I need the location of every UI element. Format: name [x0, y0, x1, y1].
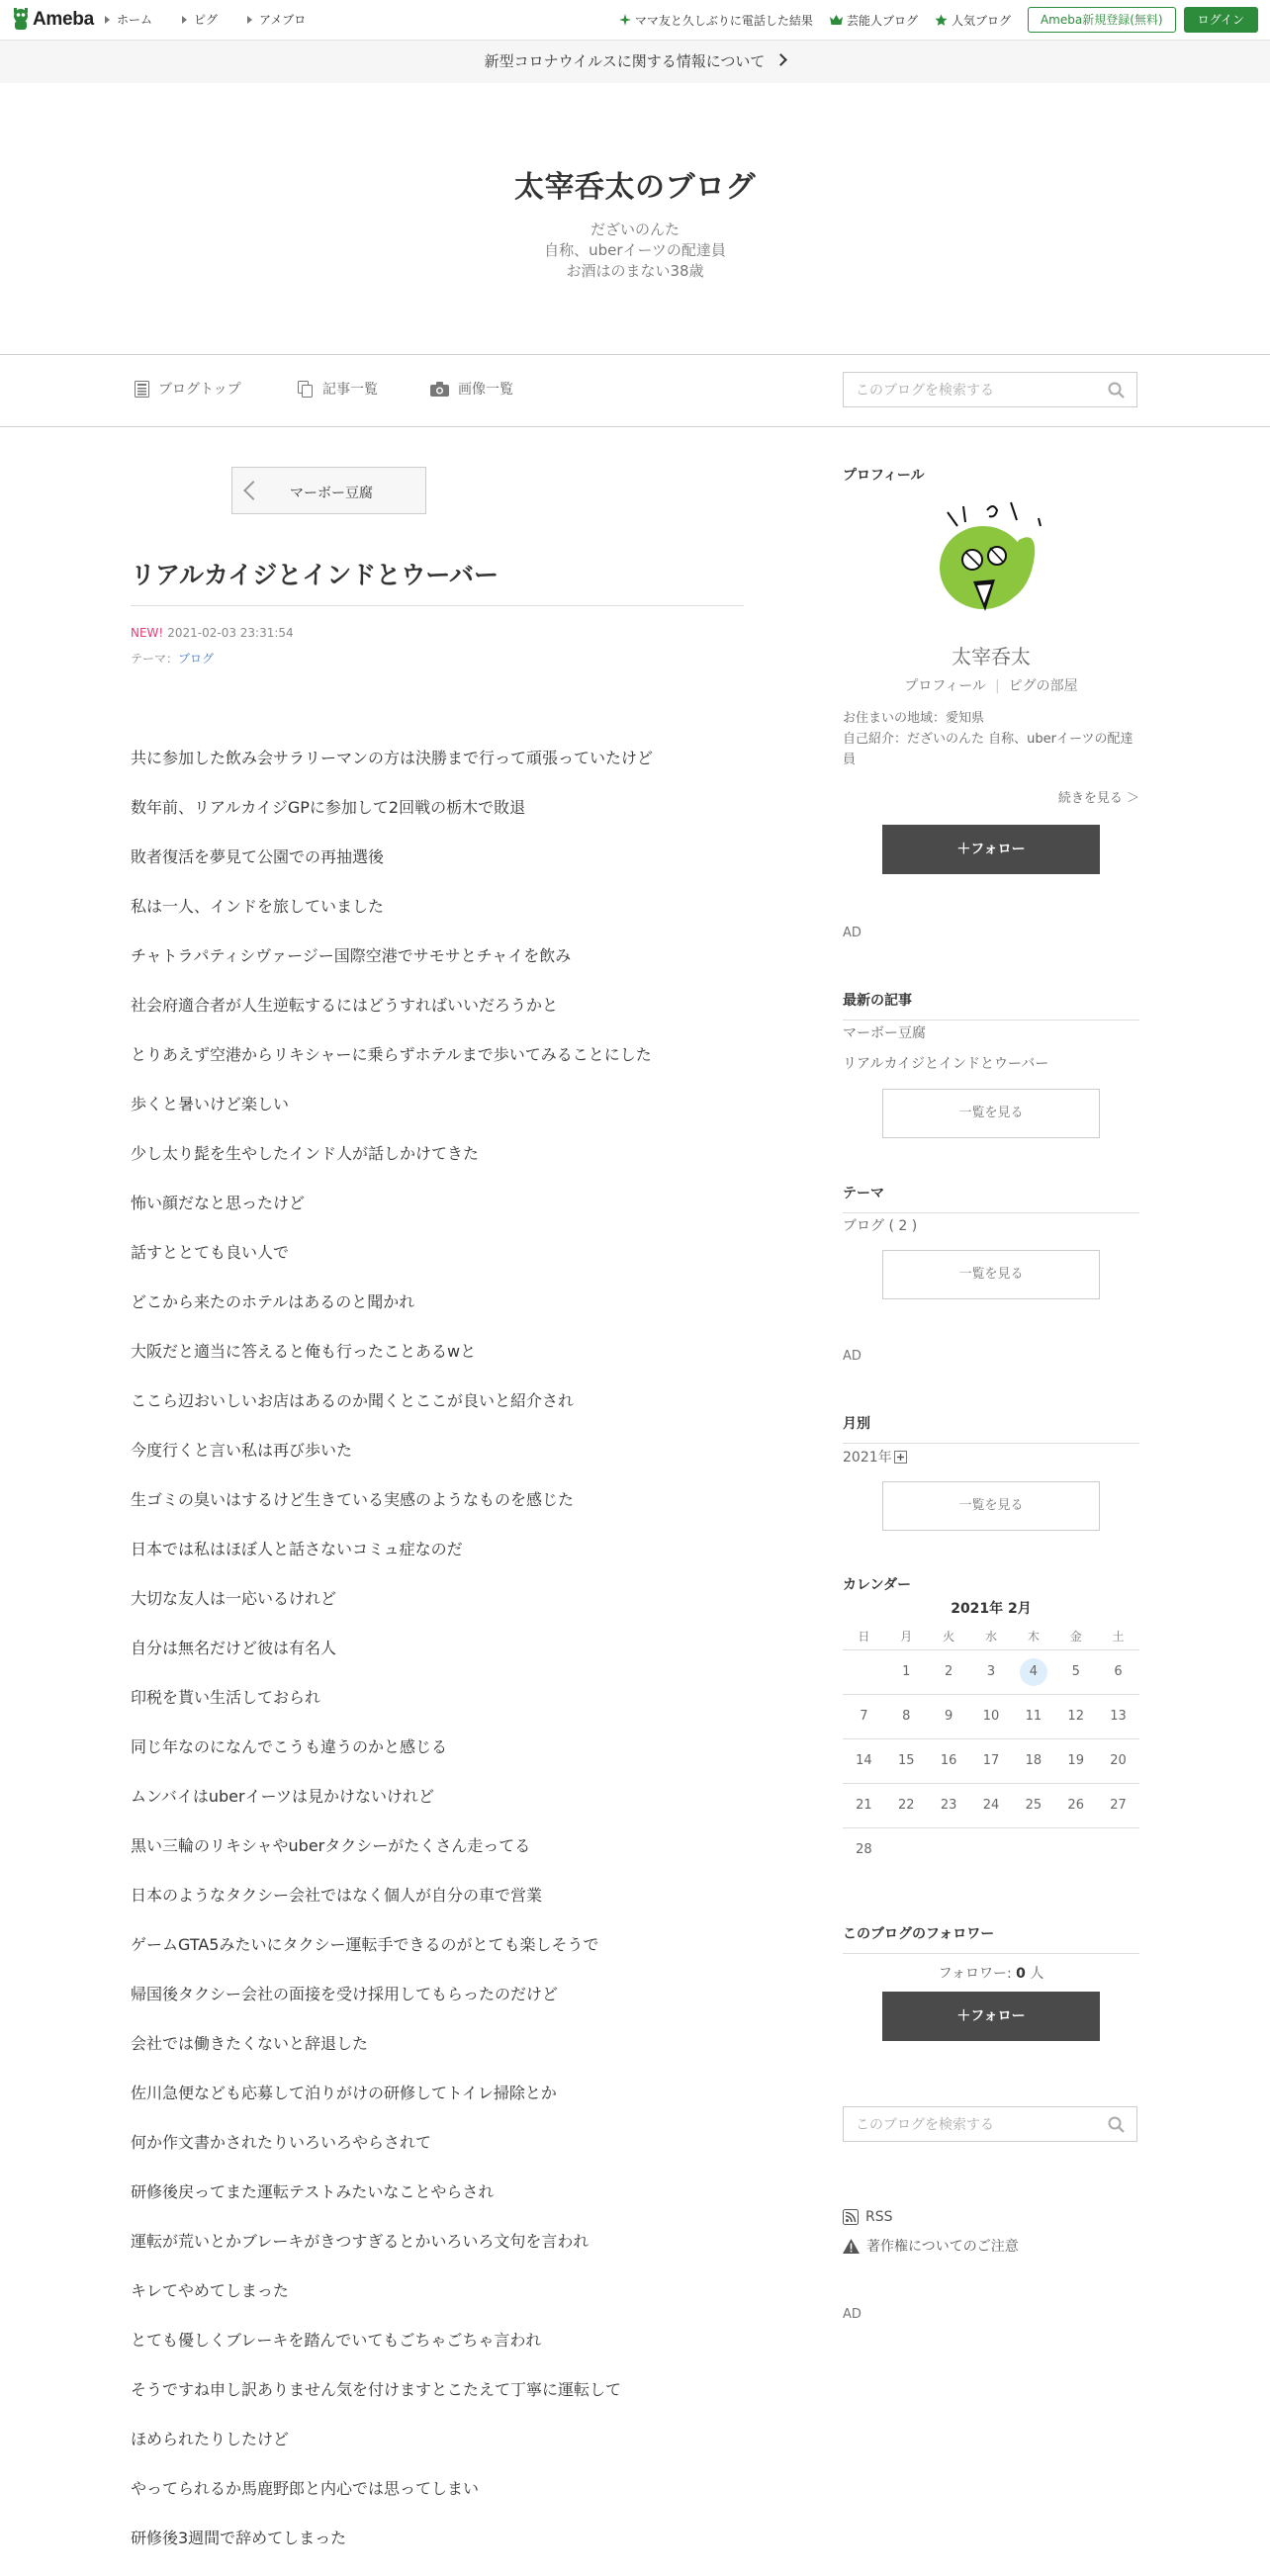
- calendar-weekday: 月: [900, 1630, 913, 1643]
- chevron-left-icon: [243, 481, 263, 500]
- article-paragraph: 日本のようなタクシー会社ではなく個人が自分の車で営業: [131, 1886, 543, 1905]
- blog-search-input[interactable]: [854, 382, 1095, 400]
- article-paragraph: 黒い三輪のリキシャやuberタクシーがたくさん走ってる: [131, 1836, 531, 1855]
- global-nav-label: ホーム: [117, 13, 153, 27]
- article-title[interactable]: リアルカイジとインドとウーバー: [131, 561, 499, 589]
- article-paragraph: ゲームGTA5みたいにタクシー運転手できるのがとても楽しそうで: [131, 1935, 599, 1954]
- ad-label: AD: [843, 926, 862, 940]
- article-paragraph: 歩くと暑いけど楽しい: [131, 1095, 290, 1113]
- calendar-day-highlighted[interactable]: [1012, 1664, 1054, 1686]
- document-icon: [135, 381, 149, 398]
- article-theme-link[interactable]: ブログ: [178, 652, 215, 666]
- ameba-logo-icon: [12, 7, 30, 33]
- login-button[interactable]: ログイン: [1184, 7, 1258, 33]
- blog-nav-label: 記事一覧: [322, 382, 378, 398]
- calendar-day: 3: [986, 1664, 996, 1679]
- calendar-weekday-row: [843, 1624, 1139, 1650]
- triangle-right-icon: [247, 16, 252, 24]
- global-nav-home[interactable]: [105, 11, 152, 28]
- article-paragraph: 佐川急便なども応募して泊りがけの研修してトイレ掃除とか: [131, 2084, 557, 2102]
- calendar-weekday: 火: [943, 1630, 955, 1643]
- article-paragraph: 数年前、リアルカイジGPに参加して2回戦の栃木で敗退: [131, 798, 526, 817]
- chevron-right-icon: [775, 53, 788, 66]
- avatar[interactable]: [928, 500, 1056, 629]
- recent-article-link[interactable]: リアルカイジとインドとウーバー: [843, 1056, 1049, 1072]
- calendar-weekday: 日: [858, 1630, 870, 1643]
- sparkle-icon: [619, 14, 631, 26]
- article-paragraph: 生ゴミの臭いはするけど生きている実感のようなものを感じた: [131, 1490, 575, 1509]
- covid-info-banner[interactable]: [0, 41, 1270, 83]
- profile-link[interactable]: プロフィール: [904, 678, 986, 694]
- blog-nav-articles[interactable]: [298, 379, 378, 399]
- article-paragraph: 研修後3週間で辞めてしまった: [131, 2529, 347, 2547]
- sidebar-search-input[interactable]: [854, 2116, 1095, 2134]
- followers-label: フォロワー:: [938, 1966, 1012, 1982]
- covid-info-label: 新型コロナウイルスに関する情報について: [484, 52, 766, 70]
- article-paragraph: 何か作文書かされたりいろいろやらされて: [131, 2133, 432, 2152]
- follow-button[interactable]: ＋フォロー: [882, 825, 1100, 874]
- article-paragraph: 私は一人、インドを旅していました: [131, 897, 385, 916]
- rss-label: RSS: [865, 2209, 893, 2225]
- global-nav-pigg[interactable]: [182, 11, 218, 28]
- article-paragraph: やってられるか馬鹿野郎と内心では思ってしまい: [131, 2479, 480, 2498]
- article-datetime: 2021-02-03 23:31:54: [167, 626, 294, 640]
- themes-widget: [843, 1183, 1139, 1301]
- article-paragraph: 大阪だと適当に答えると俺も行ったことあるwと: [131, 1342, 477, 1361]
- global-nav: [105, 11, 335, 28]
- article-paragraph: 日本では私はほぼ人と話さないコミュ症なのだ: [131, 1540, 463, 1558]
- ameba-logo[interactable]: [12, 7, 94, 33]
- followers-heading: このブログのフォロワー: [843, 1926, 995, 1942]
- calendar-day: 6: [1114, 1664, 1123, 1679]
- profile-name[interactable]: 太宰呑太: [952, 645, 1031, 668]
- followers-count: [843, 1963, 1139, 1983]
- blog-nav-top[interactable]: [135, 379, 241, 399]
- article-paragraph: 少し太り髭を生やしたインド人が話しかけてきた: [131, 1144, 480, 1163]
- calendar-day: 23: [940, 1798, 957, 1813]
- article-paragraph: ここら辺おいしいお店はあるのか聞くとここが良いと紹介され: [131, 1391, 575, 1410]
- copyright-notice-link[interactable]: [843, 2236, 1139, 2256]
- profile-intro: 自己紹介：だざいのんた 自称、uberイーツの配達員: [843, 732, 1134, 767]
- calendar-day: 15: [897, 1753, 915, 1768]
- profile-links: [843, 675, 1139, 695]
- calendar-day: 19: [1067, 1753, 1084, 1768]
- blog-nav-images[interactable]: [430, 379, 513, 399]
- article-paragraph: ムンバイはuberイーツは見かけないけれど: [131, 1787, 434, 1806]
- calendar-day: 25: [1025, 1798, 1043, 1813]
- divider: [843, 1212, 1139, 1213]
- theme-link[interactable]: ブログ ( 2 ): [843, 1218, 918, 1234]
- calendar-day: 26: [1067, 1798, 1084, 1813]
- followers-widget: [843, 1923, 1139, 2042]
- ad-label: AD: [843, 1349, 862, 1364]
- article-paragraph: 会社では働きたくないと辞退した: [131, 2034, 369, 2053]
- calendar-day: 21: [856, 1798, 872, 1813]
- follow-button[interactable]: ＋フォロー: [882, 1992, 1100, 2041]
- article-paragraph: 同じ年なのになんでこうも違うのかと感じる: [131, 1737, 448, 1756]
- calendar-week-row: [843, 1650, 1139, 1695]
- separator: |: [994, 678, 1000, 694]
- celebrity-blog-link[interactable]: [830, 12, 918, 29]
- calendar-weekday: 水: [984, 1630, 997, 1643]
- blog-description: [0, 220, 1270, 282]
- blog-title[interactable]: 太宰呑太のブログ: [514, 170, 756, 205]
- themes-more-button[interactable]: 一覧を見る: [882, 1250, 1100, 1299]
- ad-label: AD: [843, 2307, 862, 2322]
- calendar-day: 2: [944, 1664, 953, 1679]
- calendar-weekday: 金: [1069, 1630, 1082, 1643]
- profile-more-link[interactable]: 続きを見る ＞: [1057, 791, 1139, 806]
- blog-search: [843, 372, 1137, 407]
- calendar-day: 16: [940, 1753, 957, 1768]
- recent-articles-more-button[interactable]: 一覧を見る: [882, 1089, 1100, 1138]
- pigg-room-link[interactable]: ピグの部屋: [1008, 678, 1078, 694]
- blog-description-line: 自称、uberイーツの配達員: [544, 241, 726, 259]
- calendar-heading: カレンダー: [843, 1577, 912, 1593]
- blog-nav: [0, 354, 1270, 427]
- article-paragraph: 話すととても良い人で: [131, 1243, 290, 1262]
- triangle-right-icon: [105, 16, 110, 24]
- monthly-heading: 月別: [843, 1416, 870, 1432]
- rss-icon: [843, 2209, 859, 2225]
- article-paragraph: 自分は無名だけど彼は有名人: [131, 1639, 337, 1657]
- monthly-widget: [843, 1413, 1139, 1532]
- calendar-day: 1: [902, 1664, 911, 1679]
- calendar-day: 13: [1110, 1709, 1127, 1724]
- calendar-day: 9: [944, 1709, 953, 1724]
- themes-heading: テーマ: [843, 1186, 884, 1201]
- article-paragraph: 怖い顔だなと思ったけど: [131, 1194, 306, 1212]
- previous-article-button[interactable]: [231, 467, 426, 514]
- article-paragraph: 敗者復活を夢見て公園での再抽選後: [131, 847, 385, 866]
- global-nav-label: アメブロ: [259, 13, 307, 27]
- trending-topic-label: ママ友と久しぶりに電話した結果: [634, 13, 813, 28]
- article-paragraph: キレてやめてしまった: [131, 2281, 289, 2300]
- star-icon: [935, 14, 948, 27]
- calendar-day: 14: [856, 1753, 872, 1768]
- ameba-logo-text: Ameba: [33, 9, 94, 30]
- calendar-weekday: 木: [1027, 1630, 1040, 1643]
- calendar-day: 27: [1110, 1798, 1127, 1813]
- profile-info: [843, 708, 1139, 770]
- blog-header: [0, 83, 1270, 354]
- monthly-year-toggle[interactable]: [843, 1447, 907, 1466]
- article-paragraph: 社会府適合者が人生逆転するにはどうすればいいだろうかと: [131, 996, 559, 1015]
- calendar-grid: [843, 1624, 1139, 1872]
- recent-article-link[interactable]: マーボー豆腐: [843, 1025, 926, 1041]
- article-paragraph: そうですね申し訳ありません気を付けますとこたえて丁寧に運転して: [131, 2380, 622, 2399]
- global-nav-label: ピグ: [194, 13, 219, 27]
- calendar-day: 5: [1071, 1664, 1080, 1679]
- recent-articles-heading: 最新の記事: [843, 993, 912, 1009]
- profile-heading: プロフィール: [843, 468, 925, 484]
- monthly-more-button[interactable]: 一覧を見る: [882, 1481, 1100, 1531]
- warning-icon: [843, 2239, 860, 2254]
- calendar-day: 10: [982, 1709, 1000, 1724]
- calendar-week-row: [843, 1784, 1139, 1828]
- recent-articles-widget: [843, 990, 1139, 1148]
- followers-number: 0: [1016, 1966, 1026, 1982]
- calendar-day-number: 4: [1020, 1658, 1047, 1686]
- profile-widget: [843, 465, 1139, 880]
- article-paragraph: 印税を貰い生活しておられ: [131, 1688, 321, 1707]
- calendar-week-row: [843, 1828, 1139, 1872]
- calendar-day: 17: [982, 1753, 1000, 1768]
- search-icon[interactable]: [1108, 382, 1125, 399]
- popular-blog-label: 人気ブログ: [951, 13, 1011, 28]
- register-button[interactable]: Ameba新規登録(無料): [1028, 7, 1176, 33]
- article-theme: [131, 650, 214, 666]
- blog-nav-label: 画像一覧: [458, 382, 513, 398]
- calendar-day: 18: [1025, 1753, 1043, 1768]
- article-meta: [131, 626, 294, 640]
- divider: [843, 1020, 1139, 1021]
- calendar-day: 20: [1110, 1753, 1127, 1768]
- article-paragraph: チャトラパティシヴァージー国際空港でサモサとチャイを飲み: [131, 946, 572, 965]
- plus-box-icon: [894, 1451, 907, 1464]
- calendar-day: 11: [1025, 1709, 1043, 1724]
- monthly-year-label: 2021年: [843, 1450, 892, 1466]
- article-theme-prefix: テーマ：: [131, 652, 179, 666]
- article-paragraph: 共に参加した飲み会サラリーマンの方は決勝まで行って頑張っていたけど: [131, 749, 654, 767]
- previous-article-label: マーボー豆腐: [290, 486, 373, 501]
- crown-icon: [830, 15, 843, 26]
- trending-topic-link[interactable]: [619, 12, 813, 29]
- global-nav-ameblo[interactable]: [247, 11, 306, 28]
- calendar-day: 22: [897, 1798, 915, 1813]
- calendar-day: 28: [856, 1842, 872, 1857]
- blog-description-line: お酒はのまない38歳: [566, 262, 704, 280]
- triangle-right-icon: [182, 16, 187, 24]
- calendar-week-row: [843, 1695, 1139, 1739]
- copy-icon: [298, 381, 314, 398]
- article-paragraph: 今度行くと言い私は再び歩いた: [131, 1441, 353, 1460]
- calendar-week-row: [843, 1739, 1139, 1784]
- article-body: [131, 747, 764, 2576]
- divider: [843, 1953, 1139, 1954]
- blog-description-line: だざいのんた: [590, 221, 680, 238]
- article-paragraph: ほめられたりしたけど: [131, 2430, 290, 2448]
- article-paragraph: どこから来たのホテルはあるのと聞かれ: [131, 1292, 415, 1311]
- sidebar-search: [843, 2106, 1137, 2142]
- calendar-weekday: 土: [1112, 1630, 1125, 1643]
- article-paragraph: 大切な友人は一応いるけれど: [131, 1589, 337, 1608]
- popular-blog-link[interactable]: [935, 12, 1011, 29]
- article-paragraph: 帰国後タクシー会社の面接を受け採用してもらったのだけど: [131, 1985, 559, 2003]
- search-icon[interactable]: [1108, 2116, 1125, 2133]
- calendar-month-title: 2021年 2月: [951, 1601, 1032, 1617]
- copyright-notice-label: 著作権についてのご注意: [866, 2239, 1019, 2255]
- article-paragraph: 運転が荒いとかブレーキがきつすぎるとかいろいろ文句を言われ: [131, 2232, 590, 2251]
- calendar-widget: [843, 1574, 1139, 1871]
- rss-link[interactable]: [843, 2209, 1139, 2225]
- profile-residence: お住まいの地域：愛知県: [843, 711, 985, 726]
- calendar-day: 12: [1067, 1709, 1084, 1724]
- calendar-day: 7: [860, 1709, 868, 1724]
- article-paragraph: とても優しくブレーキを踏んでいてもごちゃごちゃ言われ: [131, 2331, 542, 2350]
- camera-icon: [430, 382, 449, 397]
- new-badge: NEW!: [131, 626, 164, 640]
- celebrity-blog-label: 芸能人ブログ: [846, 13, 918, 28]
- article-paragraph: とりあえず空港からリキシャーに乗らずホテルまで歩いてみることにした: [131, 1045, 652, 1064]
- calendar-day: 8: [902, 1709, 911, 1724]
- calendar-day: 24: [982, 1798, 1000, 1813]
- global-header-right: [619, 7, 1258, 33]
- blog-nav-label: ブログトップ: [158, 382, 241, 398]
- article-paragraph: 研修後戻ってまた運転テストみたいなことやらされ: [131, 2182, 495, 2201]
- divider: [843, 1443, 1139, 1444]
- global-header: [0, 0, 1270, 41]
- followers-unit: 人: [1030, 1966, 1044, 1982]
- article-title-divider: [131, 605, 744, 606]
